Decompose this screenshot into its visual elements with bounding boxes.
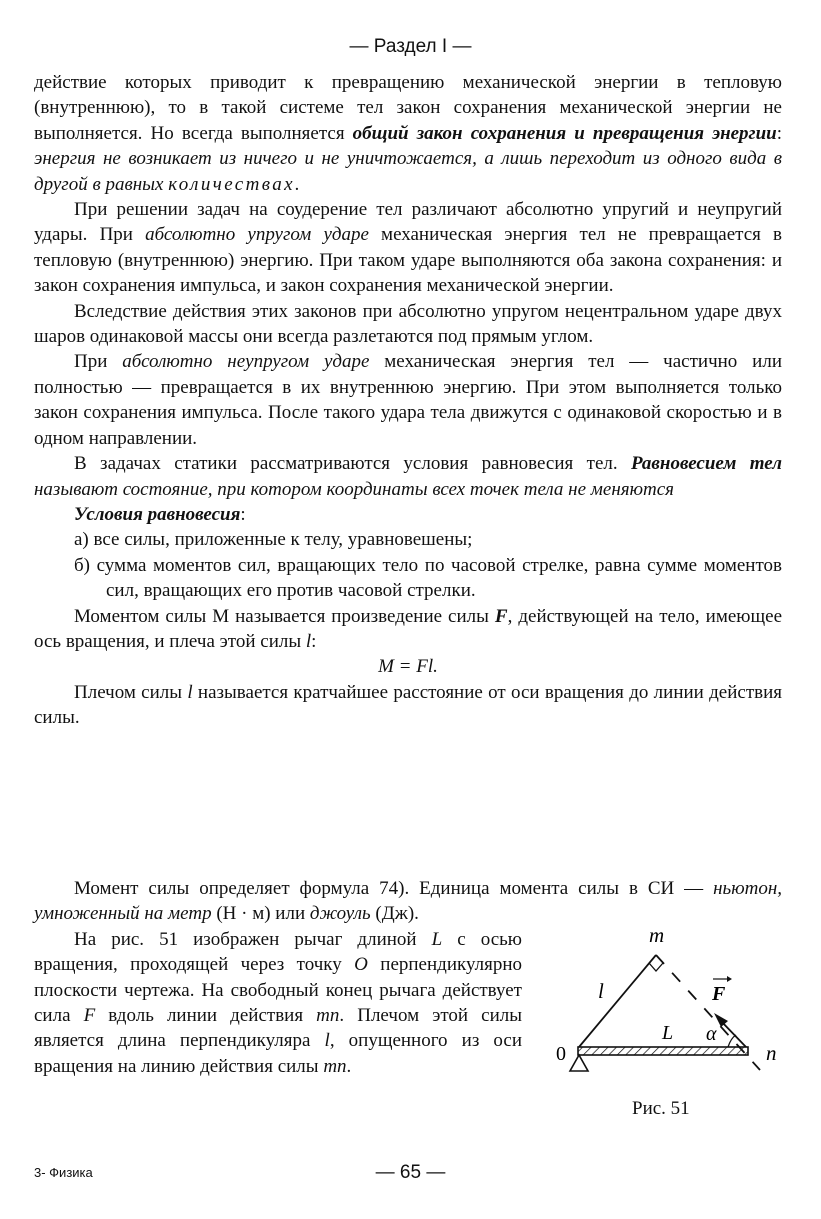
angle-arc [728,1035,736,1047]
paragraph-moment-definition: Моментом силы М называется произведение силы F, действующей на тело, имеющее ось вращения, и плеча этой силы l: [34,605,782,652]
label-alpha: α [706,1023,717,1045]
paragraph-statics: В задачах статики рассматриваются условия равновесия тел. Равновесием тел называют состояние, при котором координаты всех точек тела не меняются [34,453,782,500]
paragraph-elastic-balls: Вследствие действия этих законов при абсолютно упругом нецентральном ударе двух шаров одинаковой массы они всегда разлетаются под прямым углом. [34,300,782,348]
label-O: 0 [556,1043,566,1065]
paragraph-inelastic: При абсолютно неупругом ударе механическая энергия тел — частично или полностью — превращается в их внутреннюю энергию. При этом выполняется только закон сохранения импульса. После такого удара тела движутся с одинаковой скоростью и в одном направлении. [34,351,782,449]
formula-moment: M = Fl. [378,656,438,678]
label-F: F [712,983,726,1005]
paragraph-lever-arm: Плечом силы l называется кратчайшее расстояние от оси вращения до линии действия силы. [34,681,783,729]
running-header: — Раздел I — [349,36,472,57]
pivot-support [570,1055,588,1071]
right-angle-marker [649,963,663,971]
paragraph-moment-unit: Момент силы определяет формула 74). Единица момента силы в СИ — ньютон, умноженный на метр (Н · м) или джоуль (Дж). [34,878,782,925]
main-text-bottom [34,876,782,1079]
label-L: L [662,1022,674,1044]
label-m: m [649,923,665,947]
condition-b: б) сумма моментов сил, вращающих тело по часовой стрелке, равна сумме моментов сил, вращающих его против часовой стрелки. [74,554,782,602]
lever-bar [578,1047,748,1055]
conditions-heading: Условия равновесия: [74,503,246,525]
page-number: — 65 — [375,1162,446,1183]
main-text-top [34,70,782,731]
paragraph-figure-description: На рис. 51 изображен рычаг длиной L с осью вращения, проходящей через точку O перпендикулярно плоскости чертежа. На свободный конец рычага действует сила F вдоль линии действия mn. Плечом этой силы является длина перпендикуляра l, опущенного из оси вращения на линию действия силы mn. [34,928,522,1077]
label-l: l [598,979,604,1003]
lever-arm-line [579,955,656,1047]
label-F-vector-head [727,976,732,982]
figure-caption: Рис. 51 [632,1098,690,1119]
label-n: n [766,1041,777,1065]
signature-mark: 3- Физика [34,1165,93,1180]
paragraph-energy-conservation: действие которых приводит к превращению механической энергии в тепловую (внутреннюю), то в такой системе тел закон сохранения механической энергии не выполняется. Но всегда выполняется общий закон сохранения и превращения энергии: энергия не возникает из ничего и не уничтожается, а лишь переходит из одного вида в другой в равных количествах. [34,72,782,195]
condition-a: а) все силы, приложенные к телу, уравновешены; [74,529,473,551]
paragraph-collisions: При решении задач на соудерение тел различают абсолютно упругий и неупругий удары. При абсолютно упругом ударе механическая энергия тел не превращается в тепловую (внутреннюю) энергию. При таком ударе выполняются оба закона сохранения: и закон сохранения импульса, и закон сохранения механической энергии. [34,199,782,297]
